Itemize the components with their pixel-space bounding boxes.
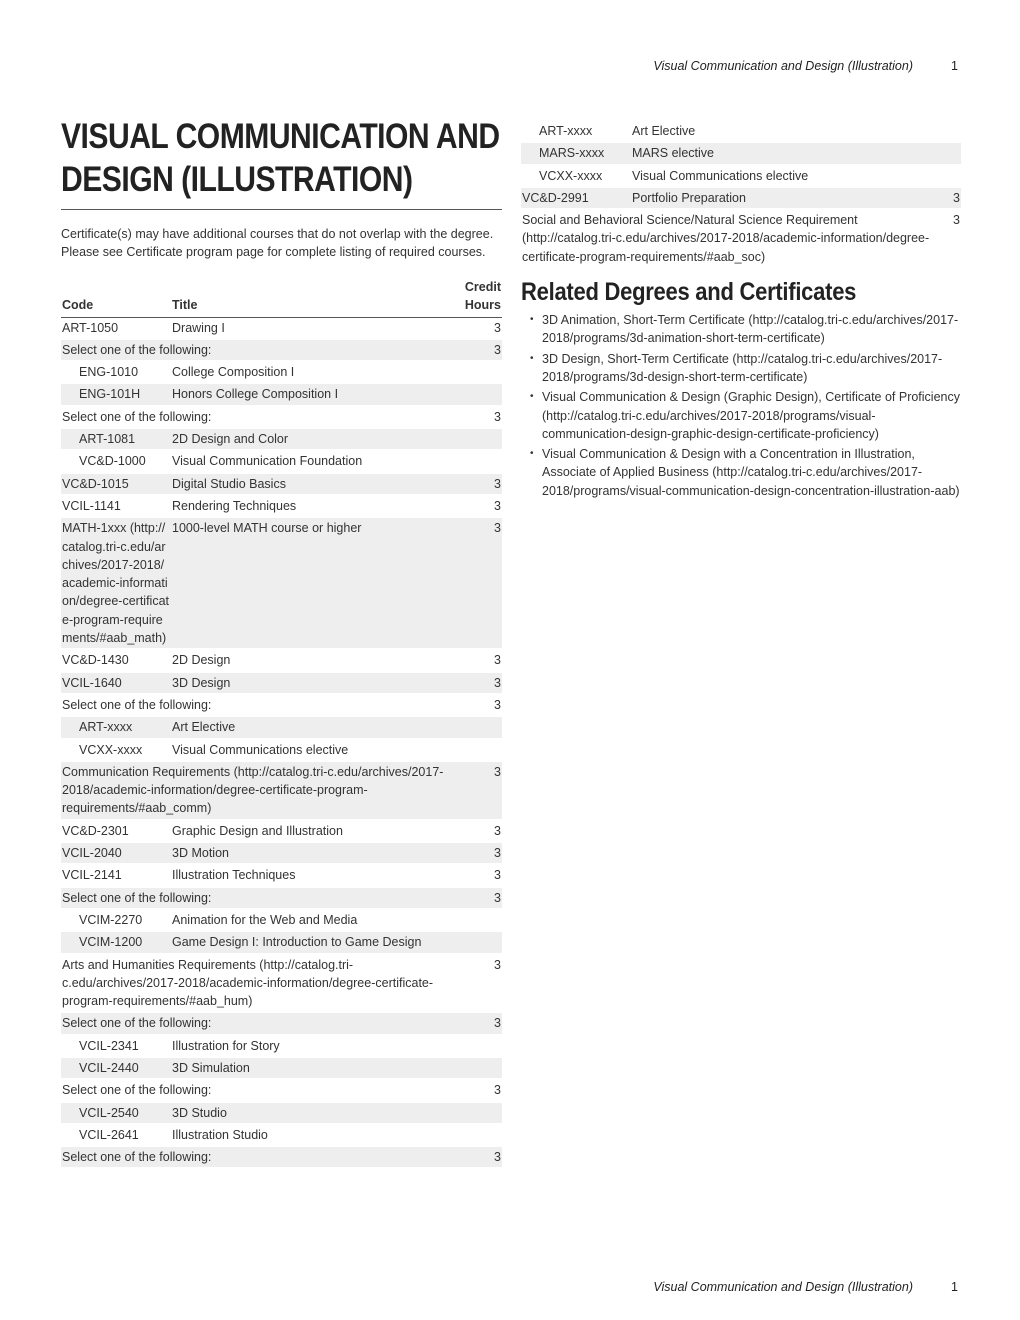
credit-hours: 3 [494,653,501,668]
running-head-title: Visual Communication and Design (Illustration) [653,59,913,73]
credit-hours: 3 [452,842,502,864]
credit-hours [452,428,502,450]
credit-hours [452,1102,502,1124]
credit-hours: 3 [931,187,961,209]
credit-hours [452,1035,502,1057]
course-title: 3D Simulation [171,1057,452,1079]
row-label: Select one of the following: [61,339,452,361]
course-title: Visual Communications elective [632,168,809,183]
course-code: VCIL-2040 [61,842,171,864]
table-row [61,383,502,405]
credit-hours: 3 [452,1146,502,1168]
course-table-body [61,317,502,1168]
title-rule [61,209,502,210]
course-code: VCIM-1200 [61,931,171,953]
table-row [61,716,502,738]
intro-paragraph: Certificate(s) may have additional courses that do not overlap with the degree. Please see Certificate program page for complete listing of required courses. [61,227,494,260]
course-title: Game Design I: Introduction to Game Design [171,931,452,953]
course-title: 2D Design and Color [171,428,452,450]
course-title: College Composition I [172,365,295,380]
table-row [61,1012,502,1034]
credit-hours [452,716,502,738]
credit-hours: 3 [494,498,501,513]
course-title: Art Elective [171,716,452,738]
course-code: ENG-1010 [79,365,139,380]
right-column [521,121,961,502]
course-code: VCXX-xxxx [539,168,603,183]
course-title: Portfolio Preparation [631,187,931,209]
course-code: VC&D-1000 [79,454,146,469]
course-title: Art Elective [632,124,696,138]
course-code: ART-xxxx [539,124,593,138]
course-code: VC&D-2991 [521,187,631,209]
course-title: 3D Design [171,672,452,694]
table-row [61,1102,502,1124]
course-title: MARS elective [631,142,931,164]
course-title: Digital Studio Basics [171,473,452,495]
left-column [61,115,502,1169]
course-title: Illustration Studio [172,1127,268,1142]
credit-hours [931,121,961,142]
course-code: VC&D-1430 [62,653,129,668]
course-title: 2D Design [172,653,231,668]
related-item[interactable]: • Visual Communication & Design (Graphic Design), Certificate of Proficiency (http://catalog.tri-c.edu/archives/2017-2018/programs/visual-communication-design-graphic-design-certificate-proficiency) [521,388,961,443]
table-row [61,339,502,361]
credit-hours [452,909,502,931]
course-code: ART-1081 [61,428,171,450]
credit-hours: 3 [452,1012,502,1034]
table-row [61,1146,502,1168]
table-row [61,909,502,931]
table-row [61,517,502,649]
table-row [61,450,502,472]
table-row [61,887,502,909]
row-label: Select one of the following: [62,1083,212,1098]
running-foot-page: 1 [951,1280,958,1294]
course-title: Drawing I [172,320,225,335]
credit-hours: 3 [494,697,501,712]
credit-hours: 3 [494,957,501,972]
credit-hours [452,383,502,405]
page-title: VISUAL COMMUNICATION AND DESIGN (ILLUSTRATION) [61,117,500,199]
course-code: ART-xxxx [61,716,171,738]
table-row [61,864,502,886]
course-code: VC&D-2301 [62,823,129,838]
header-code: Code [62,297,94,312]
course-title: Rendering Techniques [172,498,297,513]
table-row [61,954,502,1013]
credit-hours: 3 [494,868,501,883]
course-title: 3D Studio [171,1102,452,1124]
credit-hours: 3 [452,473,502,495]
course-code: MATH-1xxx (http://catalog.tri-c.edu/archives/2017-2018/academic-information/degree-certificate-program-requirements/#aab_math) [61,517,171,649]
course-code: VCIL-2540 [61,1102,171,1124]
table-row [521,142,961,164]
course-title: Honors College Composition I [171,383,452,405]
course-table-continued-body [521,121,961,268]
credit-hours [452,450,502,472]
credit-hours: 3 [452,761,502,820]
course-table-continued [521,121,961,269]
table-row [61,317,502,339]
course-code: VCIL-2141 [62,868,122,883]
table-row [521,187,961,209]
course-title: Illustration Techniques [172,868,296,883]
credit-hours [452,1124,502,1146]
course-table [61,278,502,1170]
course-title: Animation for the Web and Media [172,912,358,927]
course-title: Visual Communications elective [172,742,349,757]
related-heading: Related Degrees and Certificates [521,278,857,307]
related-item[interactable]: • 3D Design, Short-Term Certificate (http://catalog.tri-c.edu/archives/2017-2018/programs/3d-design-short-term-certificate) [521,350,961,387]
table-row [61,1035,502,1057]
table-row [61,931,502,953]
row-label: Social and Behavioral Science/Natural Science Requirement (http://catalog.tri-c.edu/archives/2017-2018/academic-information/degree-certificate-program-requirements/#aab_soc) [522,213,930,264]
row-label: Select one of the following: [61,1012,452,1034]
credit-hours: 3 [494,823,501,838]
course-title: Graphic Design and Illustration [172,823,343,838]
table-row [61,649,502,671]
table-header-row [61,278,502,318]
credit-hours: 3 [953,213,960,228]
course-code: VCIL-1640 [61,672,171,694]
table-row [61,672,502,694]
running-foot-title: Visual Communication and Design (Illustration) [653,1280,913,1294]
course-title: 3D Motion [171,842,452,864]
table-row [61,820,502,842]
course-code: MARS-xxxx [521,142,631,164]
course-code: VCIL-1141 [62,498,121,513]
credit-hours [931,142,961,164]
credit-hours [931,165,961,187]
table-row [61,694,502,716]
credit-hours [452,361,502,383]
table-row [61,1124,502,1146]
row-label: Arts and Humanities Requirements (http://catalog.tri-c.edu/archives/2017-2018/academic-information/degree-certificate-program-requirements/#aab_hum) [62,957,434,1009]
running-head-page: 1 [951,59,958,73]
table-row [61,473,502,495]
table-row [61,842,502,864]
row-label: Select one of the following: [62,409,212,424]
credit-hours: 3 [452,339,502,361]
table-row [61,428,502,450]
course-title: Visual Communication Foundation [172,454,363,469]
row-label: Select one of the following: [62,697,212,712]
table-row [61,495,502,517]
row-label: Select one of the following: [61,887,452,909]
course-code: VCIL-2341 [79,1038,139,1053]
credit-hours: 3 [452,672,502,694]
course-code: VCIL-2440 [61,1057,171,1079]
table-row [61,761,502,820]
credit-hours [452,1057,502,1079]
table-row [61,739,502,761]
credit-hours: 3 [494,409,501,424]
course-code: VCIL-2641 [79,1127,139,1142]
credit-hours: 3 [452,887,502,909]
row-label: Communication Requirements (http://catalog.tri-c.edu/archives/2017-2018/academic-information/degree-certificate-program-requirements/#aab_comm) [61,761,452,820]
table-row [61,1079,502,1101]
credit-hours [452,739,502,761]
table-row [61,406,502,428]
table-row [521,165,961,187]
course-code: ART-1050 [62,320,119,335]
course-code: VCXX-xxxx [79,742,143,757]
table-row [521,209,961,268]
course-title: Illustration for Story [172,1038,280,1053]
credit-hours: 3 [494,1083,501,1098]
course-code: VC&D-1015 [61,473,171,495]
course-code: ENG-101H [61,383,171,405]
course-title: 1000-level MATH course or higher [171,517,452,649]
row-label: Select one of the following: [61,1146,452,1168]
header-hours: Credit Hours [464,279,501,312]
table-row [61,1057,502,1079]
credit-hours: 3 [452,517,502,649]
related-item[interactable]: • 3D Animation, Short-Term Certificate (http://catalog.tri-c.edu/archives/2017-2018/programs/3d-animation-short-term-certificate) [521,311,961,348]
course-code: VCIM-2270 [79,912,143,927]
table-row [61,361,502,383]
related-item[interactable]: • Visual Communication & Design with a Concentration in Illustration, Associate of Applied Business (http://catalog.tri-c.edu/archives/2017-2018/programs/visual-communication-design-concentration-illustration-aab) [521,445,961,500]
table-row [521,121,961,142]
related-list [521,311,961,500]
credit-hours [452,931,502,953]
header-title: Title [172,297,198,312]
credit-hours: 3 [494,320,501,335]
